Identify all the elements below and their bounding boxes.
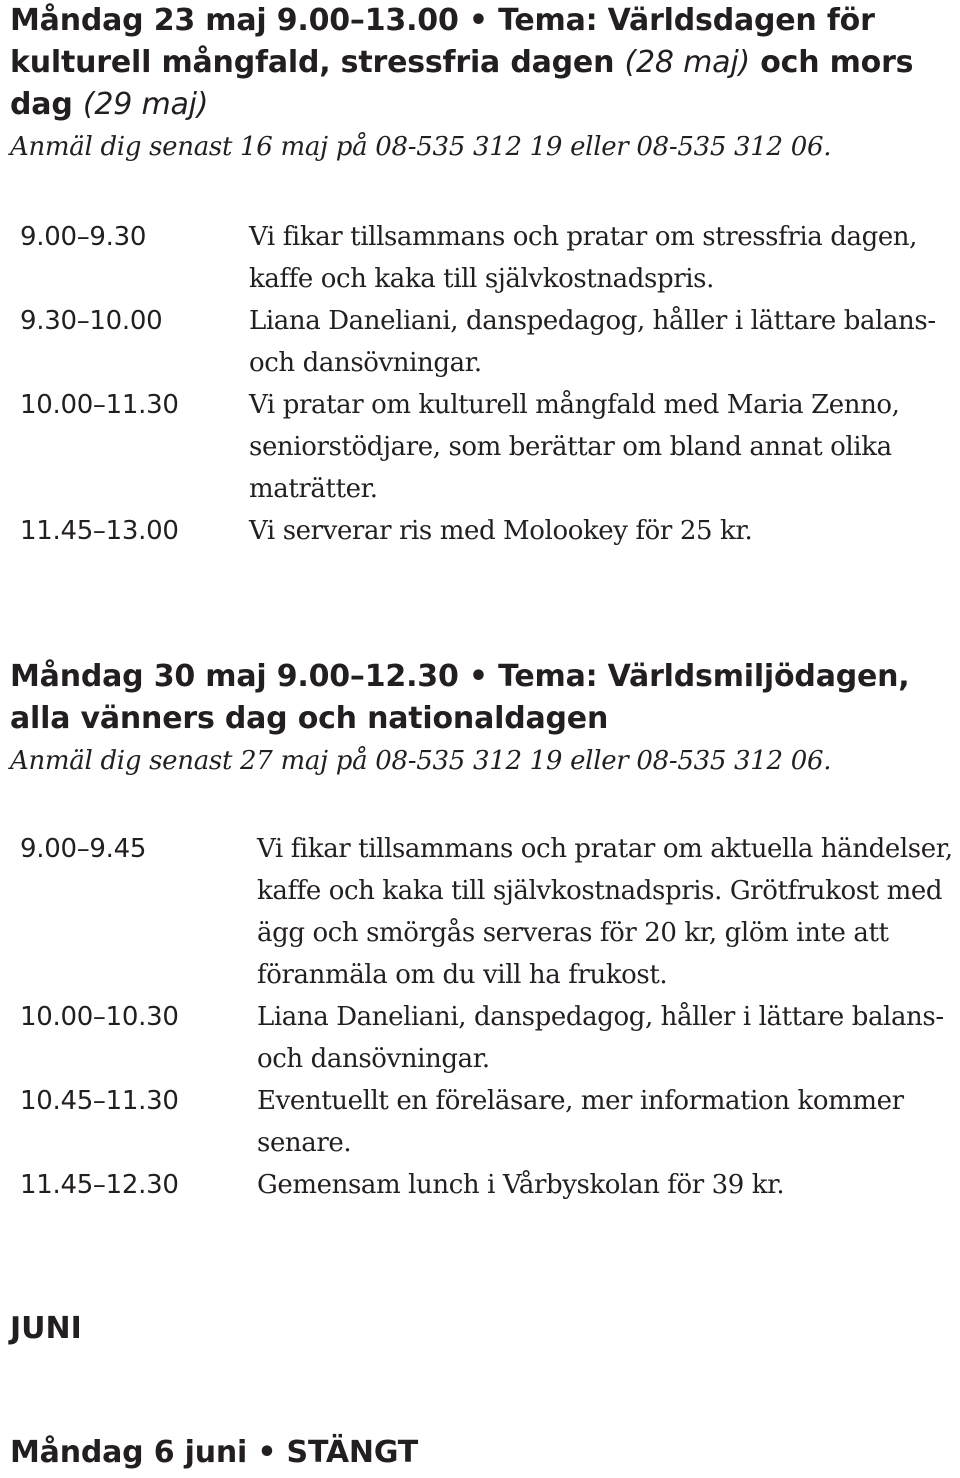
- event-title: Måndag 6 juni • STÄNGT: [10, 1435, 418, 1470]
- schedule-time: 9.00–9.45: [20, 834, 147, 864]
- schedule-list: [20, 216, 955, 552]
- event-title-date-note: (28 maj): [624, 45, 750, 80]
- schedule-row: [20, 1080, 955, 1164]
- schedule-description: Vi serverar ris med Molookey för 25 kr.: [249, 516, 753, 546]
- schedule-row: [20, 828, 955, 996]
- schedule-time: 9.00–9.30: [20, 222, 147, 252]
- signup-info: Anmäl dig senast 27 maj på 08-535 312 19 eller 08-535 312 06.: [10, 746, 832, 776]
- schedule-time: 10.45–11.30: [20, 1086, 179, 1116]
- schedule-time: 10.00–11.30: [20, 390, 179, 420]
- schedule-row: [20, 510, 955, 552]
- schedule-time: 11.45–13.00: [20, 516, 179, 546]
- schedule-description: Liana Daneliani, danspedagog, håller i lättare balans- och dansövningar.: [257, 1002, 944, 1074]
- schedule-time: 11.45–12.30: [20, 1170, 179, 1200]
- schedule-description: Vi fikar tillsammans och pratar om stressfria dagen, kaffe och kaka till självkostnadspris.: [249, 222, 918, 294]
- event-title-text: Måndag 23 maj 9.00–13.00 • Tema: Världsdagen för kulturell mångfald, stressfria dagen: [10, 3, 875, 80]
- schedule-row: [20, 216, 955, 300]
- schedule-row: [20, 300, 955, 384]
- schedule-description: Gemensam lunch i Vårbyskolan för 39 kr.: [257, 1170, 785, 1200]
- event-block-30-may: [10, 656, 955, 782]
- schedule-row: [20, 384, 955, 510]
- event-block-23-may: [10, 0, 955, 168]
- event-title-date-note: (29 maj): [82, 87, 209, 122]
- schedule-row: [20, 1164, 955, 1206]
- event-title: [10, 0, 955, 126]
- signup-info: Anmäl dig senast 16 maj på 08-535 312 19 eller 08-535 312 06.: [10, 132, 832, 162]
- month-heading: JUNI: [10, 1311, 82, 1346]
- event-title-text: och mors dag: [10, 45, 914, 122]
- schedule-description: Vi pratar om kulturell mångfald med Maria Zenno, seniorstödjare, som berättar om bland annat olika maträtter.: [249, 390, 900, 504]
- schedule-time: 10.00–10.30: [20, 1002, 179, 1032]
- event-title: Måndag 30 maj 9.00–12.30 • Tema: Världsmiljödagen, alla vänners dag och nationaldagen: [10, 659, 910, 736]
- schedule-description: Vi fikar tillsammans och pratar om aktuella händelser, kaffe och kaka till självkostnadspris. Grötfrukost med ägg och smörgås serveras för 20 kr, glöm inte att föranmäla om du vill ha frukost.: [257, 834, 953, 990]
- schedule-time: 9.30–10.00: [20, 306, 163, 336]
- schedule-row: [20, 996, 955, 1080]
- schedule-list: [20, 828, 955, 1206]
- schedule-description: Liana Daneliani, danspedagog, håller i lättare balans- och dansövningar.: [249, 306, 936, 378]
- schedule-description: Eventuellt en föreläsare, mer information kommer senare.: [257, 1086, 904, 1158]
